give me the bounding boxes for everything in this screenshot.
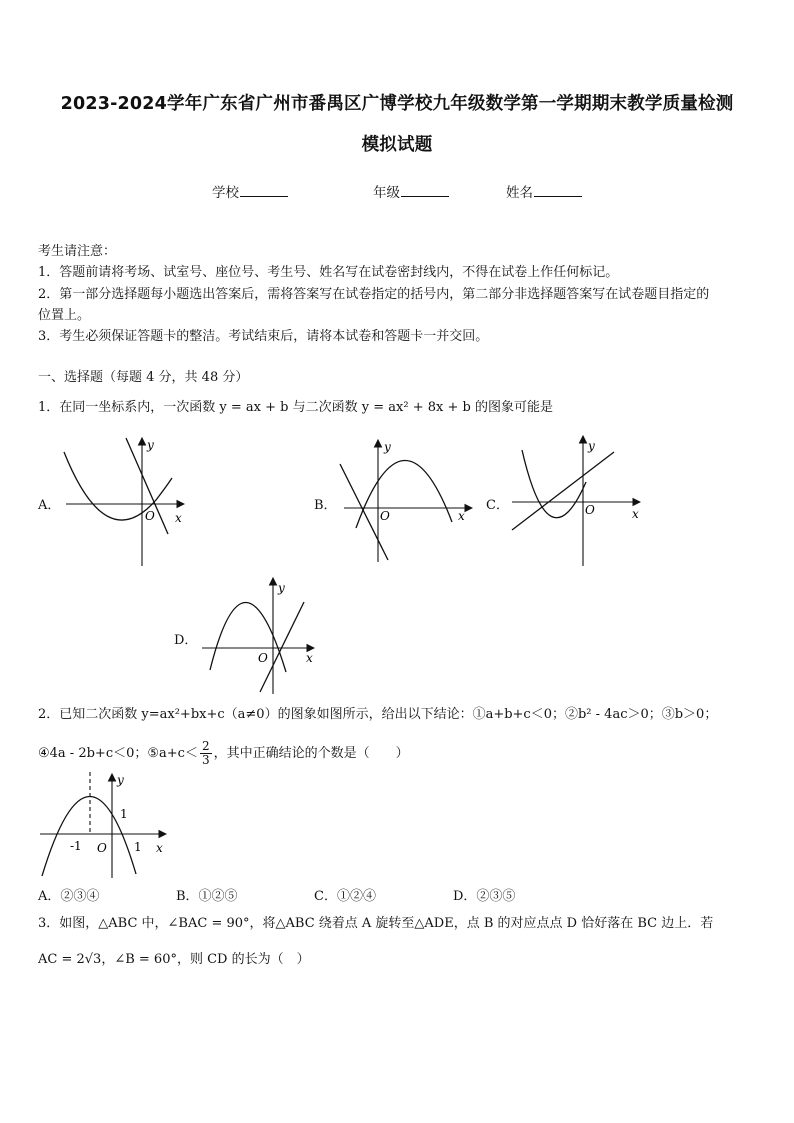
x-label: x [156, 841, 163, 855]
q2-option-c[interactable]: C．①②④ [314, 889, 376, 904]
q1-option-c-label[interactable]: C． [486, 498, 509, 513]
q1-mid: 与二次函数 [292, 400, 358, 415]
question-1-text [38, 398, 553, 418]
origin-label: O [380, 509, 390, 523]
q1-quadratic-function: y = ax² + 8x + b [361, 400, 471, 415]
question-2-line2 [38, 740, 409, 767]
q2-question: ，其中正确结论的个数是（ ） [213, 746, 409, 761]
notice-item-3: 3．考生必须保证答题卡的整洁。考试结束后，请将本试卷和答题卡一并交回。 [38, 329, 489, 344]
x-one-label: 1 [134, 840, 142, 854]
q1-graph-a [56, 432, 196, 570]
x-label: x [458, 509, 465, 523]
origin-label: O [585, 503, 595, 517]
question-3-line2: AC = 2√3，∠B = 60°，则 CD 的长为（ ） [38, 952, 310, 967]
q1-option-b-label[interactable]: B． [314, 498, 337, 513]
y-label: y [384, 440, 391, 454]
q2-option-a[interactable]: A．②③④ [38, 889, 100, 904]
q2-option-b[interactable]: B．①②⑤ [176, 889, 238, 904]
section-heading: 一、选择题（每题 4 分，共 48 分） [38, 370, 249, 385]
q1-prefix: 1．在同一坐标系内，一次函数 [38, 400, 216, 415]
grade-blank [401, 183, 449, 197]
school-field [212, 181, 288, 201]
grade-field [373, 181, 449, 201]
fraction-numerator: 2 [201, 739, 210, 753]
q1-linear-function: y = ax + b [219, 400, 289, 415]
notice-heading: 考生请注意： [38, 244, 117, 259]
y-label: y [278, 581, 285, 595]
school-blank [240, 183, 288, 197]
x-neg-one-label: -1 [70, 839, 82, 853]
name-blank [534, 183, 582, 197]
q1-graph-d [196, 574, 326, 698]
q2-conclusions: ④4a - 2b+c＜0；⑤a+c＜ [38, 746, 198, 761]
q1-graph-c [504, 432, 644, 570]
origin-label: O [258, 651, 268, 665]
parabola [356, 460, 452, 528]
parabola [64, 452, 172, 520]
origin-label: O [97, 841, 107, 855]
notice-item-2: 2．第一部分选择题每小题选出答案后，需将答案写在试卷指定的括号内，第二部分非选择题答案写在试卷题目指定的 [38, 287, 710, 302]
school-label: 学校 [212, 185, 239, 201]
line [512, 452, 614, 530]
page-title: 2023-2024学年广东省广州市番禺区广博学校九年级数学第一学期期末教学质量检测 [60, 94, 734, 114]
q1-option-d-label[interactable]: D． [174, 633, 198, 648]
x-label: x [175, 511, 182, 525]
y-one-label: 1 [120, 807, 128, 821]
origin-label: O [145, 509, 155, 523]
fraction-denominator: 3 [201, 753, 210, 767]
fraction-two-thirds [200, 740, 212, 767]
notice-item-2-cont: 位置上。 [38, 308, 91, 323]
y-label: y [588, 439, 595, 453]
x-label: x [632, 507, 639, 521]
name-label: 姓名 [506, 185, 533, 201]
line [260, 602, 304, 692]
x-label: x [306, 651, 313, 665]
y-label: y [117, 773, 124, 787]
notice-item-1: 1．答题前请将考场、试室号、座位号、考生号、姓名写在试卷密封线内，不得在试卷上作任何标记。 [38, 265, 619, 280]
y-label: y [147, 438, 154, 452]
q1-graph-b [334, 436, 484, 566]
question-2-line1: 2．已知二次函数 y=ax²+bx+c（a≠0）的图象如图所示，给出以下结论：①a+b+c＜0；②b² - 4ac＞0；③b＞0； [38, 707, 718, 722]
q2-graph [36, 768, 176, 880]
q1-option-a-label[interactable]: A． [38, 498, 61, 513]
q1-suffix: 的图象可能是 [474, 400, 553, 415]
q2-option-d[interactable]: D．②③⑤ [453, 889, 516, 904]
parabola [522, 450, 586, 518]
question-3-line1: 3．如图，△ABC 中，∠BAC = 90°，将△ABC 绕着点 A 旋转至△ADE，点 B 的对应点点 D 恰好落在 BC 边上．若 [38, 916, 714, 931]
name-field [506, 181, 582, 201]
grade-label: 年级 [373, 185, 400, 201]
page-title-line2: 模拟试题 [361, 135, 433, 155]
